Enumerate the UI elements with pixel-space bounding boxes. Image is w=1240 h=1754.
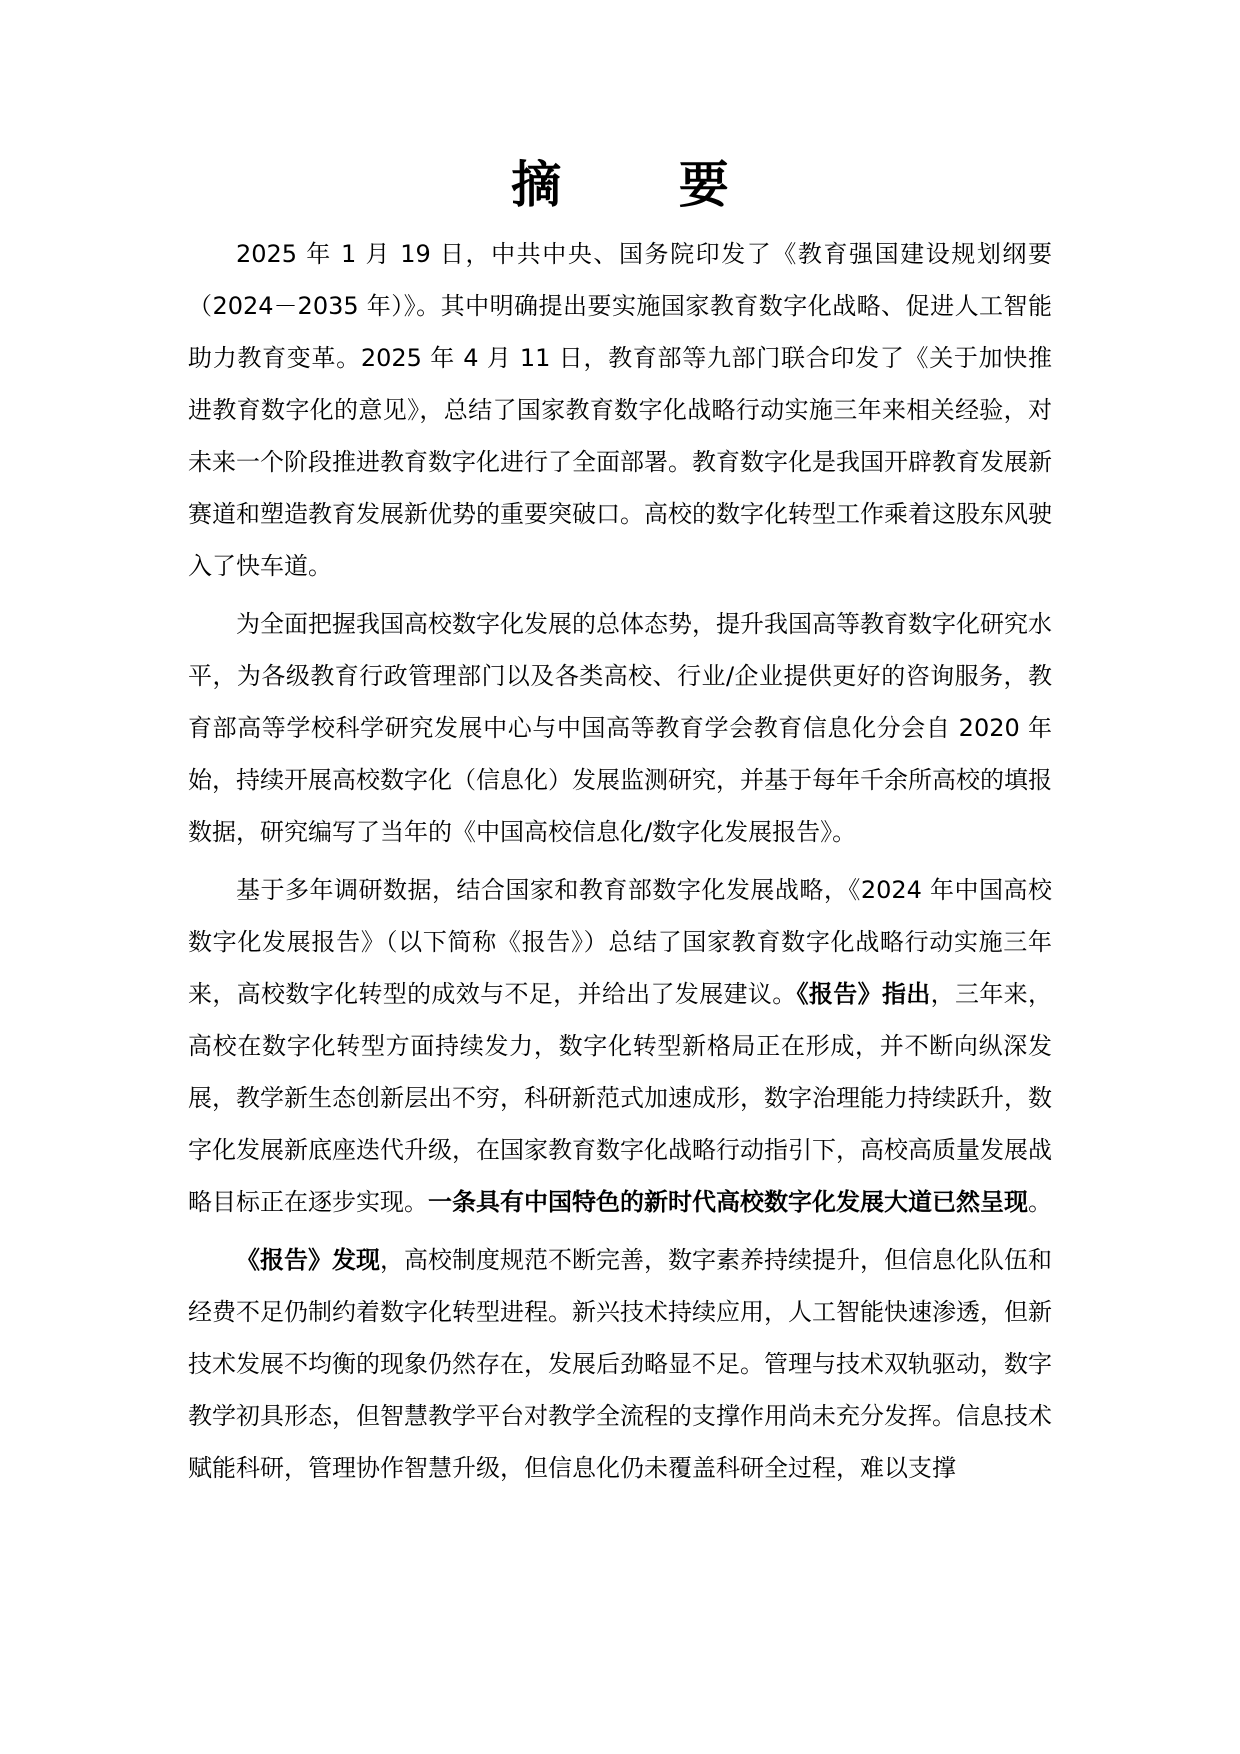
bold-phrase-report-finds: 《报告》发现 (236, 1246, 380, 1274)
page-title: 摘 要 (511, 155, 779, 214)
paragraph-2 (188, 598, 1052, 858)
abstract-body (188, 228, 1052, 1500)
paragraph-1 (188, 228, 1052, 592)
paragraph-text: 2025 年 1 月 19 日，中共中央、国务院印发了《教育强国建设规划纲要（2024－2035 年）》。其中明确提出要实施国家教育数字化战略、促进人工智能助力教育变革。2025 年 4 月 11 日，教育部等九部门联合印发了《关于加快推进教育数字化的意见》，总结了国家教育数字化战略行动实施三年来相关经验，对未来一个阶段推进教育数字化进行了全面部署。教育数字化是我国开辟教育发展新赛道和塑造教育发展新优势的重要突破口。高校的数字化转型工作乘着这股东风驶入了快车道。 (188, 240, 1052, 580)
paragraph-4 (188, 1234, 1052, 1494)
bold-phrase-report-points-out: 《报告》指出 (796, 980, 931, 1008)
paragraph-text: ，高校制度规范不断完善，数字素养持续提升，但信息化队伍和经费不足仍制约着数字化转型进程。新兴技术持续应用，人工智能快速渗透，但新技术发展不均衡的现象仍然存在，发展后劲略显不足。管理与技术双轨驱动，数字教学初具形态，但智慧教学平台对教学全流程的支撑作用尚未充分发挥。信息技术赋能科研，管理协作智慧升级，但信息化仍未覆盖科研全过程，难以支撑 (188, 1246, 1052, 1482)
bold-phrase-conclusion: 一条具有中国特色的新时代高校数字化发展大道已然呈现 (428, 1188, 1028, 1216)
paragraph-3 (188, 864, 1052, 1228)
paragraph-text: ，三年来，高校在数字化转型方面持续发力，数字化转型新格局正在形成，并不断向纵深发展，教学新生态创新层出不穷，科研新范式加速成形，数字治理能力持续跃升，数字化发展新底座迭代升级，在国家教育数字化战略行动指引下，高校高质量发展战略目标正在逐步实现。 (188, 980, 1053, 1216)
paragraph-text: 。 (1028, 1188, 1052, 1216)
paragraph-text: 基于多年调研数据，结合国家和教育部数字化发展战略，《2024 年中国高校数字化发展报告》（以下简称《报告》）总结了国家教育数字化战略行动实施三年来，高校数字化转型的成效与不足，并给出了发展建议。 (188, 876, 1052, 1008)
paragraph-text: 为全面把握我国高校数字化发展的总体态势，提升我国高等教育数字化研究水平，为各级教育行政管理部门以及各类高校、行业/企业提供更好的咨询服务，教育部高等学校科学研究发展中心与中国高等教育学会教育信息化分会自 2020 年始，持续开展高校数字化（信息化）发展监测研究，并基于每年千余所高校的填报数据，研究编写了当年的《中国高校信息化/数字化发展报告》。 (188, 610, 1052, 846)
